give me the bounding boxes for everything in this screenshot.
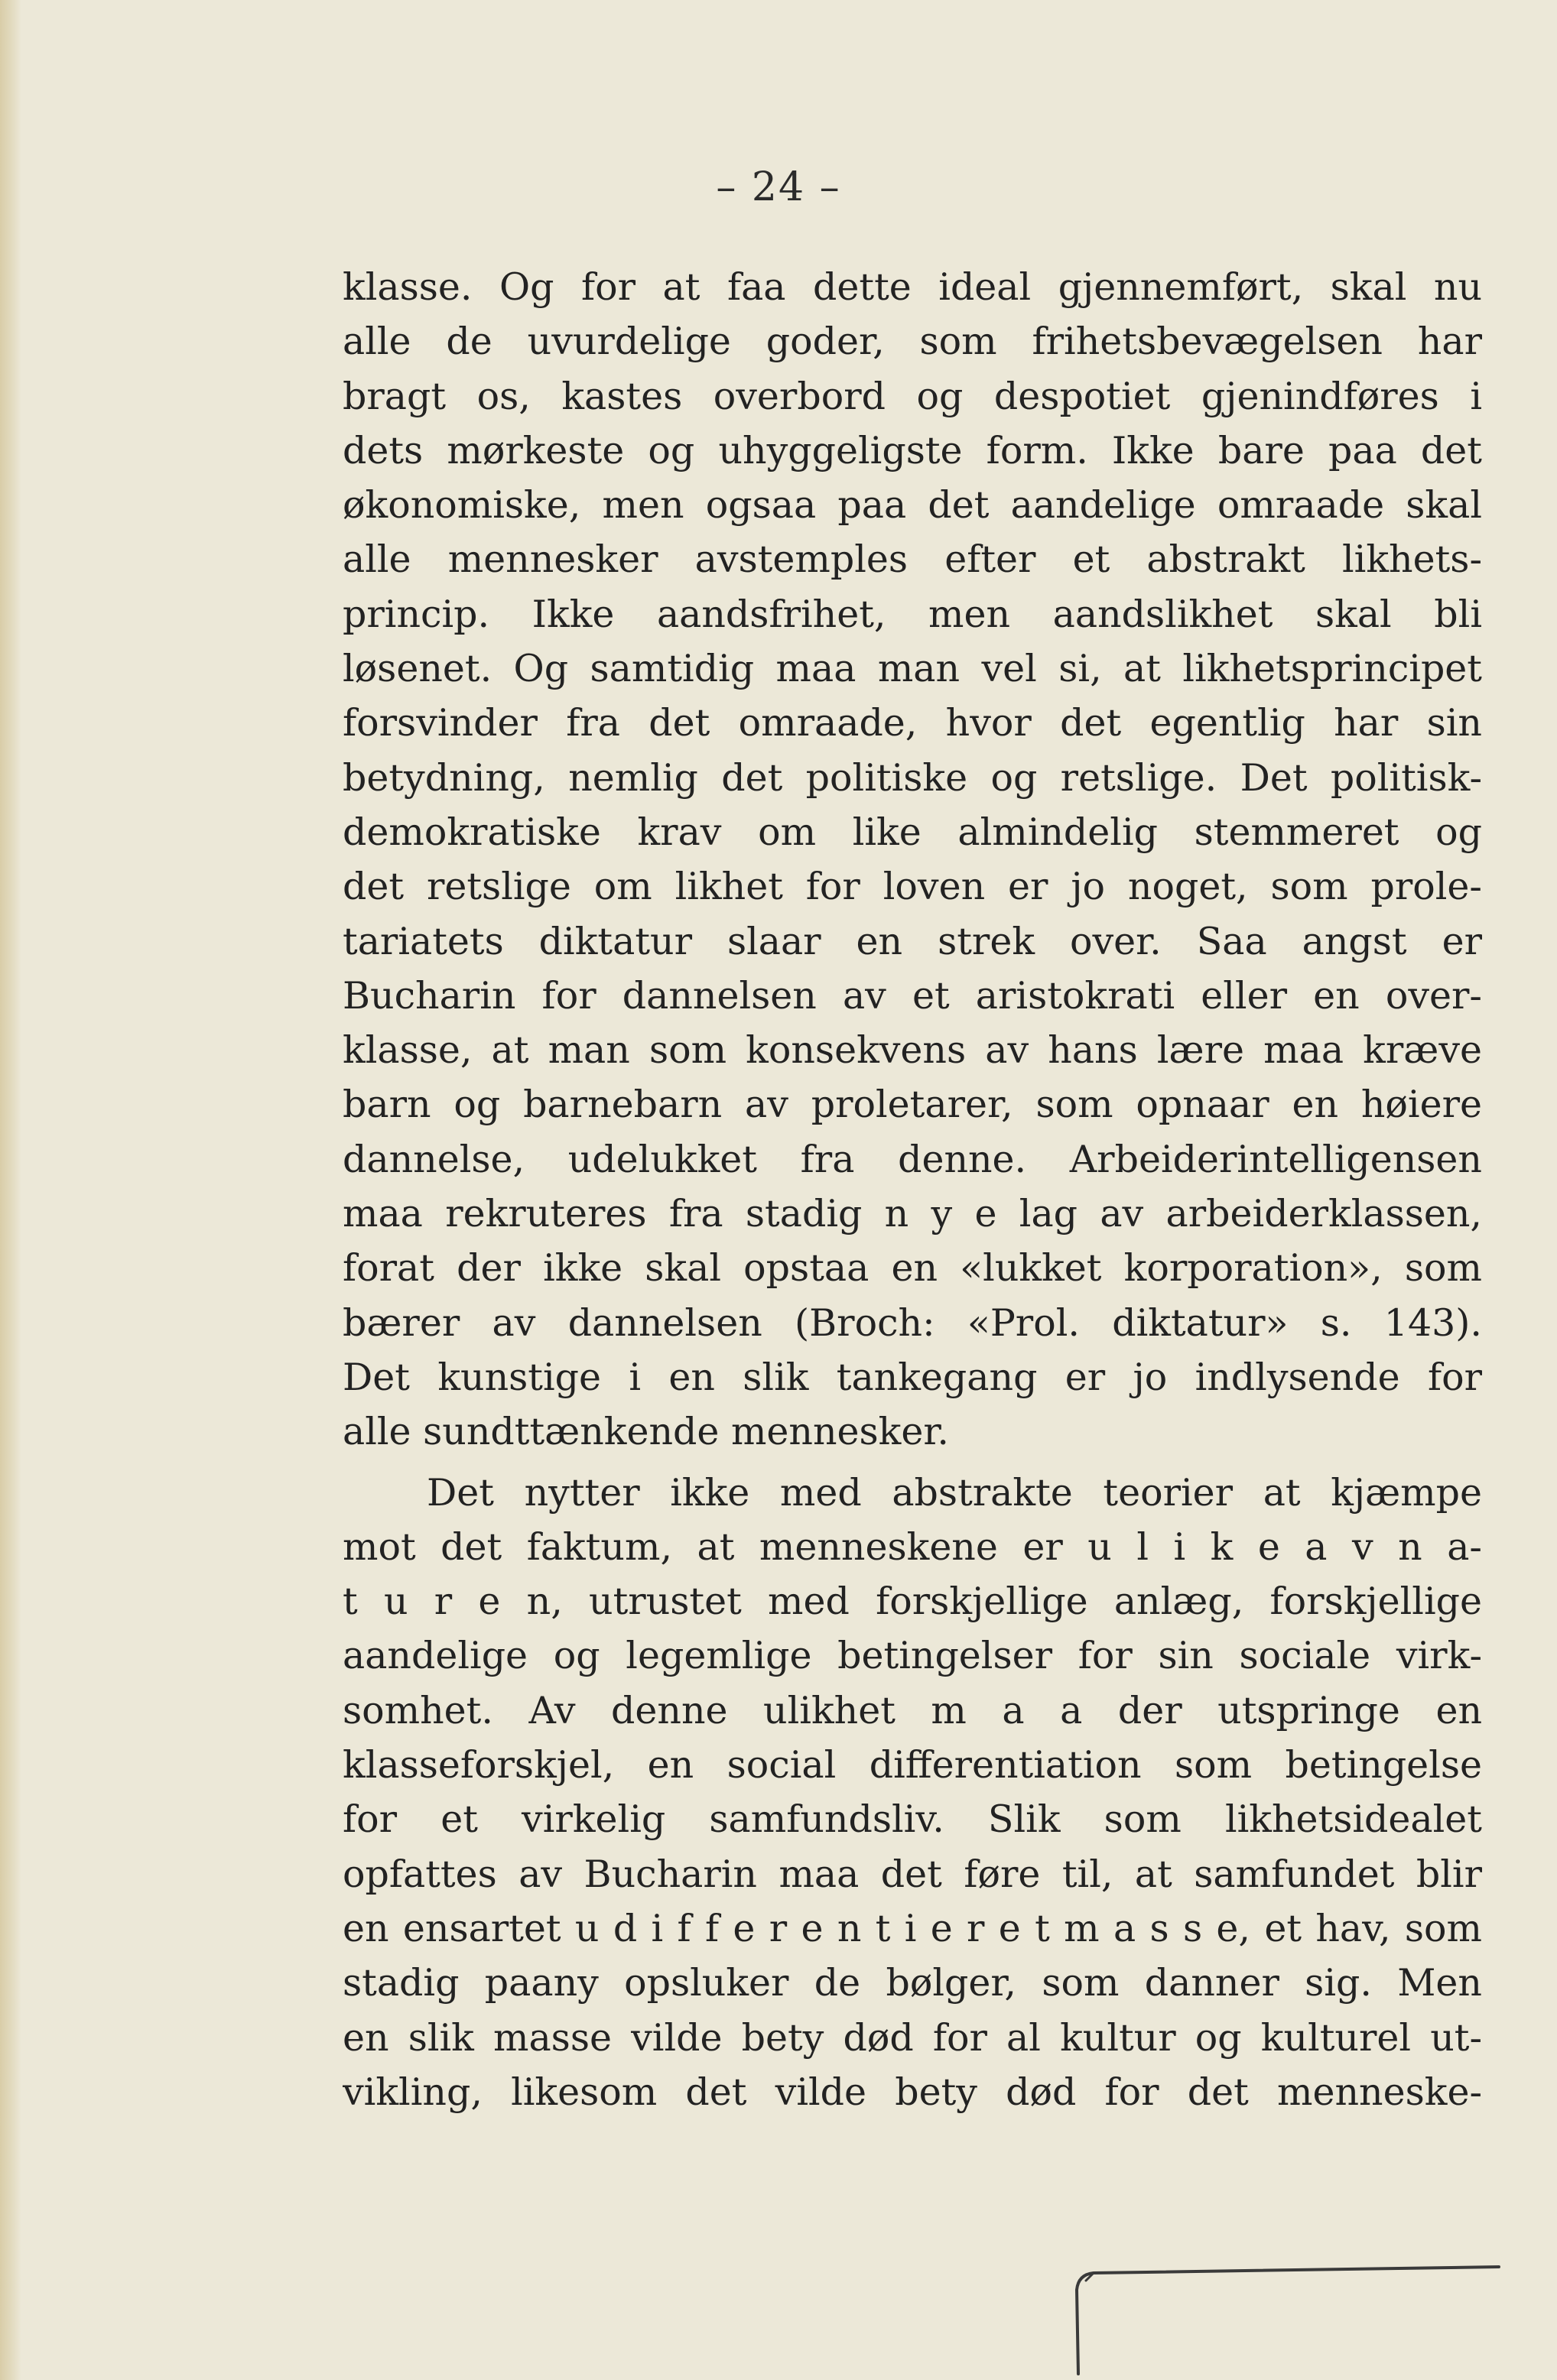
text-line: tariatets diktatur slaar en strek over. Saa angst er bbox=[343, 919, 1482, 963]
text-line: alle de uvurdelige goder, som frihetsbevægelsen har bbox=[343, 320, 1482, 364]
text-line: princip. Ikke aandsfrihet, men aandslikhet skal bli bbox=[343, 592, 1482, 636]
text-line: betydning, nemlig det politiske og retslige. Det politisk- bbox=[343, 755, 1482, 800]
text-line: alle sundttænkende mennesker. bbox=[343, 1410, 949, 1454]
paragraph-gap bbox=[343, 1459, 1482, 1466]
text-line: klasse. Og for at faa dette ideal gjennemført, skal nu bbox=[343, 265, 1482, 309]
text-line: maa rekruteres fra stadig n y e lag av arbeiderklassen, bbox=[343, 1192, 1482, 1236]
text-line: bærer av dannelsen (Broch: «Prol. diktatur» s. 143). bbox=[343, 1300, 1482, 1345]
text-line: demokratiske krav om like almindelig stemmeret og bbox=[343, 810, 1482, 854]
text-line: klasseforskjel, en social differentiation som betingelse bbox=[343, 1743, 1482, 1787]
text-line: t u r e n, utrustet med forskjellige anlæg, forskjellige bbox=[343, 1580, 1482, 1624]
text-line: økonomiske, men ogsaa paa det aandelige omraade skal bbox=[343, 483, 1482, 528]
text-line: forat der ikke skal opstaa en «lukket korporation», som bbox=[343, 1246, 1482, 1291]
text-line: dannelse, udelukket fra denne. Arbeiderintelligensen bbox=[343, 1137, 1482, 1181]
text-line: bragt os, kastes overbord og despotiet gjenindføres i bbox=[343, 374, 1482, 418]
text-line: en slik masse vilde bety død for al kultur og kulturel ut- bbox=[343, 2015, 1482, 2060]
text-line: dets mørkeste og uhyggeligste form. Ikke bare paa det bbox=[343, 428, 1482, 472]
pencil-mark bbox=[1071, 2244, 1529, 2378]
text-line: Det nytter ikke med abstrakte teorier at kjæmpe bbox=[427, 1470, 1482, 1515]
text-line: alle mennesker avstemples efter et abstrakt likhets- bbox=[343, 537, 1482, 582]
text-line: stadig paany opsluker de bølger, som danner sig. Men bbox=[343, 1961, 1482, 2005]
text-line: Bucharin for dannelsen av et aristokrati eller en over- bbox=[343, 973, 1482, 1018]
text-line: vikling, likesom det vilde bety død for det menneske- bbox=[343, 2070, 1482, 2114]
text-line: en ensartet u d i f f e r e n t i e r e t m a s s e, et hav, som bbox=[343, 1906, 1482, 1950]
text-line: opfattes av Bucharin maa det føre til, at samfundet blir bbox=[343, 1852, 1482, 1896]
text-line: barn og barnebarn av proletarer, som opnaar en høiere bbox=[343, 1083, 1482, 1127]
text-line: klasse, at man som konsekvens av hans lære maa kræve bbox=[343, 1028, 1482, 1073]
text-line: mot det faktum, at menneskene er u l i k e a v n a- bbox=[343, 1524, 1482, 1569]
text-line: Det kunstige i en slik tankegang er jo indlysende for bbox=[343, 1355, 1482, 1399]
text-line: somhet. Av denne ulikhet m a a der utspringe en bbox=[343, 1688, 1482, 1732]
text-line: aandelige og legemlige betingelser for sin sociale virk- bbox=[343, 1634, 1482, 1678]
body-text bbox=[343, 260, 1482, 2119]
text-line: løsenet. Og samtidig maa man vel si, at likhetsprincipet bbox=[343, 647, 1482, 691]
text-line: forsvinder fra det omraade, hvor det egentlig har sin bbox=[343, 701, 1482, 745]
text-line: det retslige om likhet for loven er jo noget, som prole- bbox=[343, 865, 1482, 909]
page-number: – 24 – bbox=[716, 164, 841, 210]
page-edge bbox=[0, 0, 21, 2380]
text-line: for et virkelig samfundsliv. Slik som likhetsidealet bbox=[343, 1797, 1482, 1842]
